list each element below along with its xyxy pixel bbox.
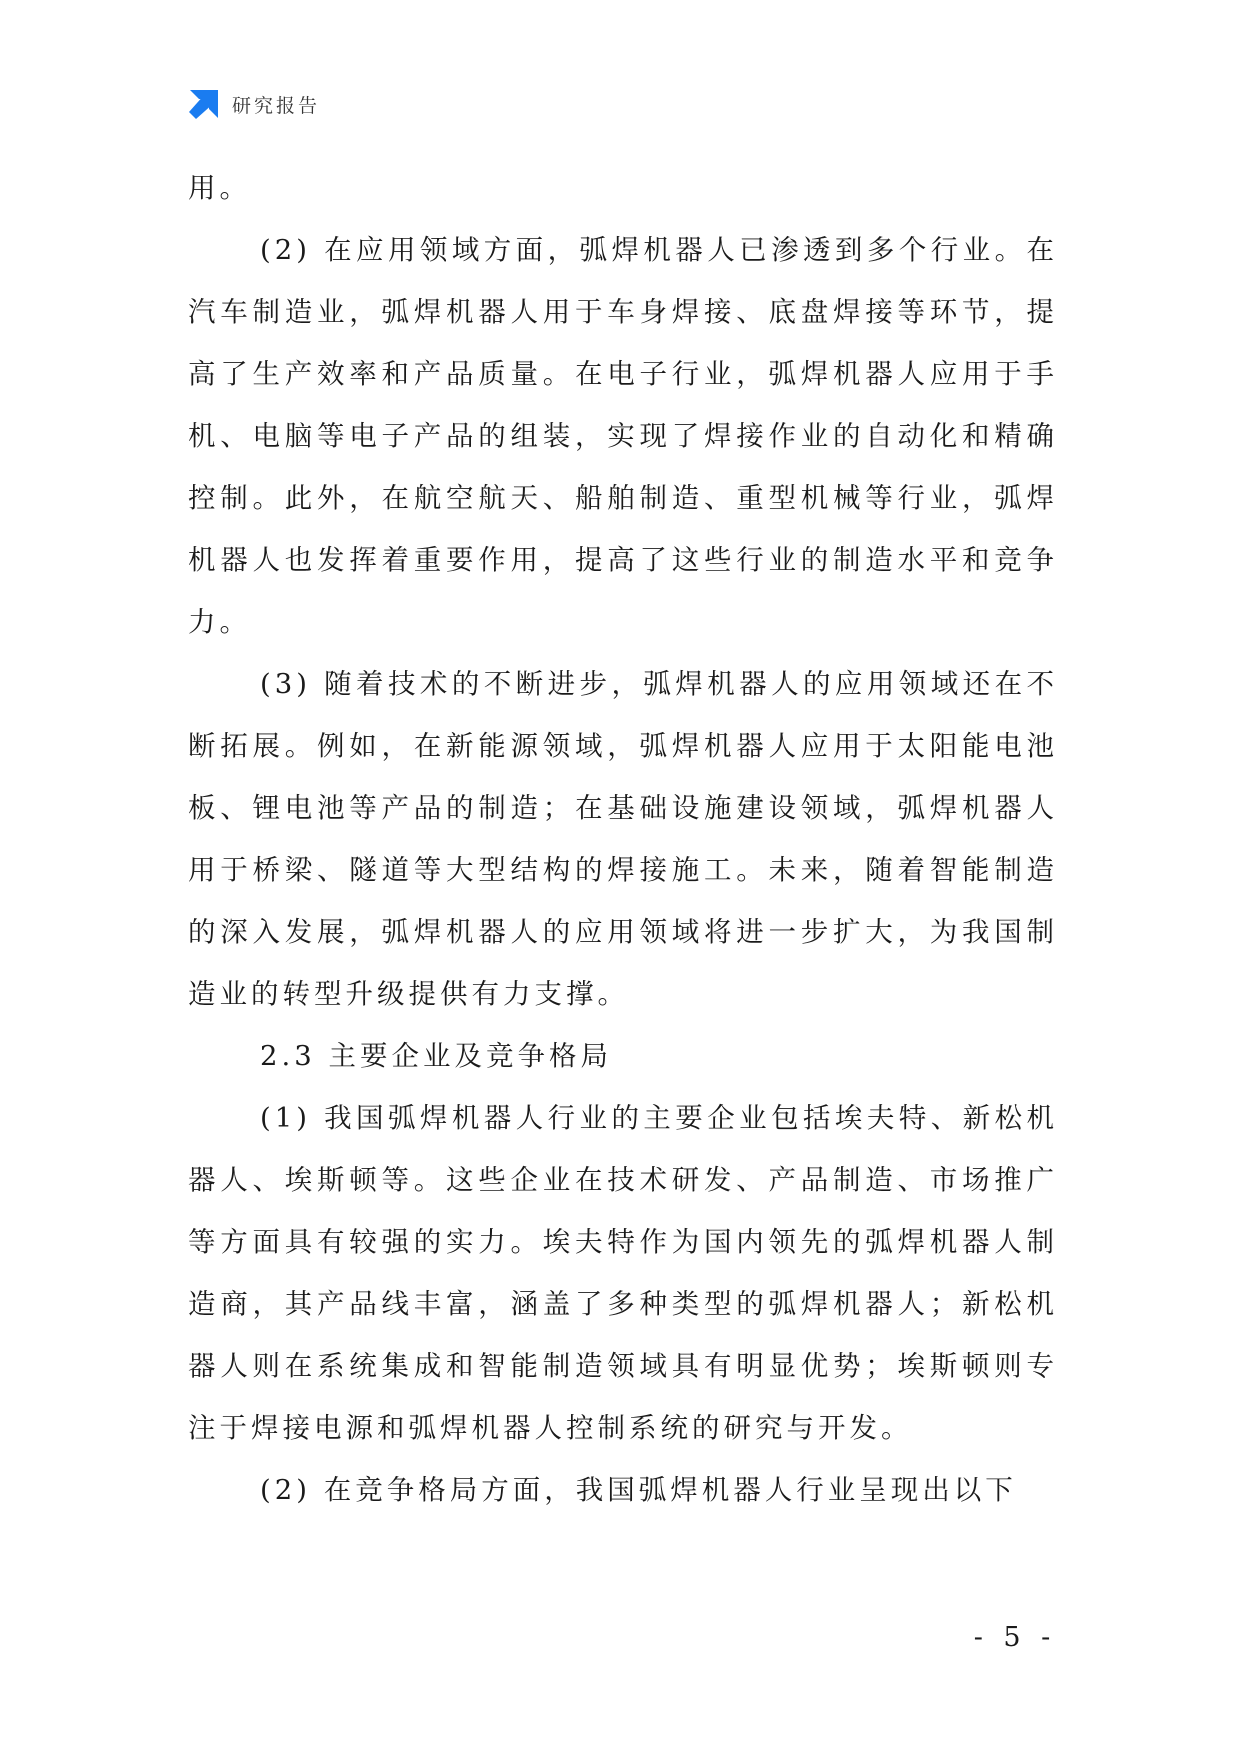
header-title: 研究报告 xyxy=(232,94,321,117)
page-number: - 5 - xyxy=(973,1622,1057,1653)
paragraph-application-fields: (2) 在应用领域方面，弧焊机器人已渗透到多个行业。在汽车制造业，弧焊机器人用于车身焊接、底盘焊接等环节，提高了生产效率和产品质量。在电子行业，弧焊机器人应用于手机、电脑等电子产品的组装，实现了焊接作业的自动化和精确控制。此外，在航空航天、船舶制造、重型机械等行业，弧焊机器人也发挥着重要作用，提高了这些行业的制造水平和竞争力。 xyxy=(188,234,1058,638)
arrow-up-right-icon xyxy=(188,88,220,120)
report-header xyxy=(188,86,320,122)
paragraph-expanding-fields: (3) 随着技术的不断进步，弧焊机器人的应用领域还在不断拓展。例如，在新能源领域，弧焊机器人应用于太阳能电池板、锂电池等产品的制造；在基础设施建设领域，弧焊机器人用于桥梁、隧道等大型结构的焊接施工。未来，随着智能制造的深入发展，弧焊机器人的应用领域将进一步扩大，为我国制造业的转型升级提供有力支撑。 xyxy=(188,668,1058,1010)
body-text xyxy=(188,157,1058,1521)
paragraph-continuation: 用。 xyxy=(188,172,251,204)
paragraph-major-companies: (1) 我国弧焊机器人行业的主要企业包括埃夫特、新松机器人、埃斯顿等。这些企业在技术研发、产品制造、市场推广等方面具有较强的实力。埃夫特作为国内领先的弧焊机器人制造商，其产品线丰富，涵盖了多种类型的弧焊机器人；新松机器人则在系统集成和智能制造领域具有明显优势；埃斯顿则专注于焊接电源和弧焊机器人控制系统的研究与开发。 xyxy=(188,1102,1058,1444)
paragraph-competition: (2) 在竞争格局方面，我国弧焊机器人行业呈现出以下 xyxy=(260,1474,1017,1506)
section-heading: 2.3 主要企业及竞争格局 xyxy=(260,1040,612,1072)
